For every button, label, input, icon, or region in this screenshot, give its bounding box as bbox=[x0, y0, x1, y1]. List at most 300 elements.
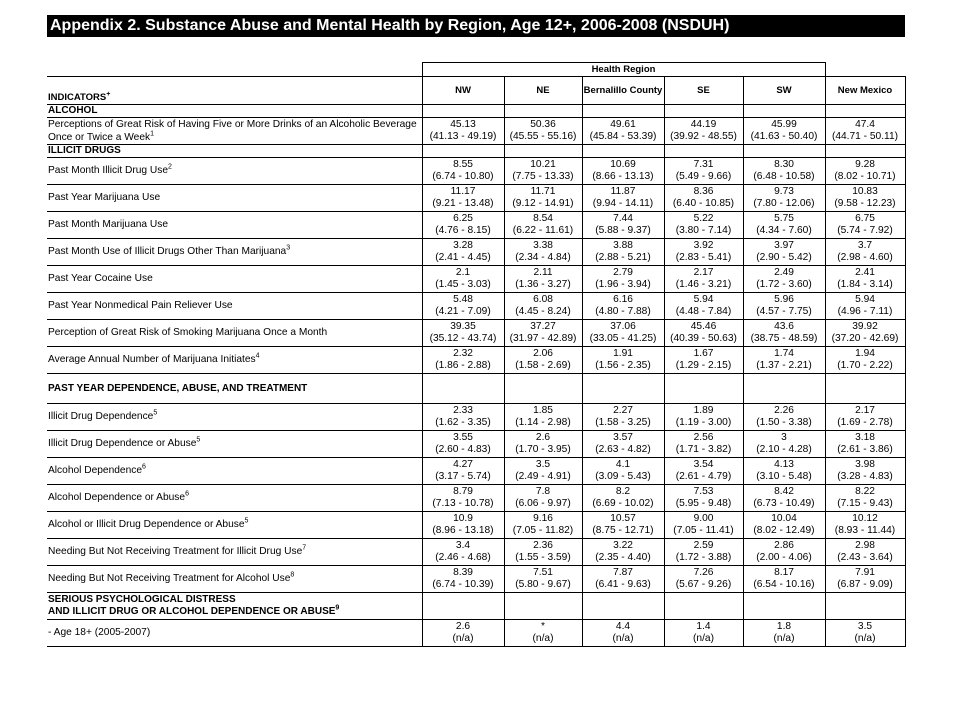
confidence-interval: (3.28 - 4.83) bbox=[837, 471, 893, 482]
estimate-value: 3.97 bbox=[774, 240, 794, 251]
cell-ne bbox=[504, 404, 582, 431]
estimate-value: 9.00 bbox=[693, 513, 714, 524]
row-label bbox=[47, 320, 422, 347]
estimate-value: 10.57 bbox=[610, 513, 636, 524]
cell-new-mexico bbox=[825, 539, 905, 566]
confidence-interval: (1.62 - 3.35) bbox=[435, 417, 491, 428]
confidence-interval: (4.57 - 7.75) bbox=[756, 306, 812, 317]
estimate-value: 1.91 bbox=[613, 348, 633, 359]
row-label-text: Alcohol or Illicit Drug Dependence or Abuse bbox=[48, 519, 245, 530]
row-label-text: Perception of Great Risk of Smoking Marijuana Once a Month bbox=[48, 327, 328, 338]
estimate-value: 10.21 bbox=[530, 159, 556, 170]
cell-se bbox=[664, 118, 743, 145]
estimate-value: 47.4 bbox=[855, 119, 875, 130]
cell-ne bbox=[504, 431, 582, 458]
row-label bbox=[47, 239, 422, 266]
confidence-interval: (3.80 - 7.14) bbox=[675, 225, 732, 236]
row-label bbox=[47, 485, 422, 512]
confidence-interval: (1.19 - 3.00) bbox=[675, 417, 732, 428]
confidence-interval: (6.22 - 11.61) bbox=[512, 225, 574, 236]
estimate-value: 1.4 bbox=[696, 621, 711, 632]
estimate-value: 2.6 bbox=[455, 621, 471, 632]
estimate-value: 2.32 bbox=[453, 348, 473, 359]
estimate-value: 10.12 bbox=[852, 513, 878, 524]
section-alcohol bbox=[47, 105, 905, 118]
confidence-interval: (33.05 - 41.25) bbox=[589, 333, 657, 344]
estimate-value: 6.16 bbox=[613, 294, 633, 305]
cell-se bbox=[664, 404, 743, 431]
table-row bbox=[47, 404, 905, 431]
confidence-interval: (2.88 - 5.21) bbox=[595, 252, 651, 263]
cell-nw bbox=[422, 185, 504, 212]
confidence-interval: (1.71 - 3.82) bbox=[675, 444, 732, 455]
cell-nw bbox=[422, 118, 504, 145]
estimate-value: 7.8 bbox=[535, 486, 551, 497]
row-label-text: Alcohol Dependence bbox=[48, 465, 143, 476]
confidence-interval: (3.17 - 5.74) bbox=[435, 471, 491, 482]
table-row bbox=[47, 431, 905, 458]
confidence-interval: (1.55 - 3.59) bbox=[515, 552, 571, 563]
footnote-marker: 8 bbox=[290, 571, 295, 579]
confidence-interval: (1.72 - 3.88) bbox=[675, 552, 732, 563]
confidence-interval: (39.92 - 48.55) bbox=[670, 131, 737, 142]
confidence-interval: (5.67 - 9.26) bbox=[675, 579, 732, 590]
table-row bbox=[47, 620, 905, 647]
confidence-interval: (5.95 - 9.48) bbox=[675, 498, 732, 509]
table-row bbox=[47, 566, 905, 593]
cell-se bbox=[664, 620, 743, 647]
estimate-value: 8.22 bbox=[855, 486, 875, 497]
section-dependence-label: PAST YEAR DEPENDENCE, ABUSE, AND TREATMENT bbox=[47, 374, 422, 404]
estimate-value: 7.53 bbox=[693, 486, 714, 497]
cell-sw bbox=[743, 620, 825, 647]
estimate-value: 2.56 bbox=[693, 432, 714, 443]
confidence-interval: (2.35 - 4.40) bbox=[595, 552, 651, 563]
estimate-value: 2.49 bbox=[774, 267, 794, 278]
row-label bbox=[47, 266, 422, 293]
estimate-value: 8.17 bbox=[774, 567, 794, 578]
confidence-interval: (3.09 - 5.43) bbox=[595, 471, 651, 482]
cell-bernalillo bbox=[582, 118, 664, 145]
estimate-value: 5.96 bbox=[774, 294, 794, 305]
confidence-interval: (2.46 - 4.68) bbox=[435, 552, 491, 563]
table-row bbox=[47, 485, 905, 512]
row-label-text: Past Year Marijuana Use bbox=[48, 192, 161, 203]
estimate-value: 5.75 bbox=[774, 213, 794, 224]
row-label bbox=[47, 431, 422, 458]
confidence-interval: (2.00 - 4.06) bbox=[756, 552, 812, 563]
indicators-sup: + bbox=[106, 90, 111, 98]
indicators-label: INDICATORS bbox=[48, 92, 107, 103]
cell-nw bbox=[422, 485, 504, 512]
cell-sw bbox=[743, 512, 825, 539]
confidence-interval: (7.05 - 11.82) bbox=[512, 525, 574, 536]
estimate-value: 9.28 bbox=[855, 159, 875, 170]
confidence-interval: (2.41 - 4.45) bbox=[435, 252, 491, 263]
confidence-interval: (1.86 - 2.88) bbox=[435, 360, 491, 371]
confidence-interval: (1.69 - 2.78) bbox=[837, 417, 893, 428]
data-table bbox=[47, 62, 906, 647]
estimate-value: 3.5 bbox=[857, 621, 873, 632]
cell-bernalillo bbox=[582, 212, 664, 239]
section-alcohol-label: ALCOHOL bbox=[47, 105, 422, 118]
confidence-interval: (8.96 - 13.18) bbox=[432, 525, 494, 536]
cell-se bbox=[664, 458, 743, 485]
estimate-value: 2.86 bbox=[774, 540, 794, 551]
cell-nw bbox=[422, 347, 504, 374]
confidence-interval: (9.58 - 12.23) bbox=[834, 198, 896, 209]
estimate-value: 10.04 bbox=[771, 513, 797, 524]
row-label bbox=[47, 293, 422, 320]
cell-se bbox=[664, 485, 743, 512]
cell-ne bbox=[504, 185, 582, 212]
estimate-value: 45.99 bbox=[771, 119, 797, 130]
cell-ne bbox=[504, 620, 582, 647]
section-spd-line2-text: AND ILLICIT DRUG OR ALCOHOL DEPENDENCE OR ABUSE bbox=[48, 606, 336, 617]
estimate-value: 1.8 bbox=[776, 621, 792, 632]
confidence-interval: (41.63 - 50.40) bbox=[750, 131, 818, 142]
cell-ne bbox=[504, 293, 582, 320]
estimate-value: 2.11 bbox=[533, 267, 553, 278]
section-illicit-drugs bbox=[47, 145, 905, 158]
estimate-value: 3.28 bbox=[453, 240, 473, 251]
confidence-interval: (n/a) bbox=[693, 633, 714, 644]
estimate-value: 1.89 bbox=[693, 405, 714, 416]
estimate-value: 1.67 bbox=[693, 348, 714, 359]
row-label bbox=[47, 404, 422, 431]
estimate-value: 5.94 bbox=[855, 294, 875, 305]
confidence-interval: (9.94 - 14.11) bbox=[592, 198, 654, 209]
cell-se bbox=[664, 320, 743, 347]
confidence-interval: (2.60 - 4.83) bbox=[435, 444, 491, 455]
cell-se bbox=[664, 266, 743, 293]
estimate-value: 3.4 bbox=[455, 540, 471, 551]
estimate-value: 2.26 bbox=[774, 405, 794, 416]
row-label-text: Illicit Drug Dependence bbox=[48, 411, 154, 422]
estimate-value: 8.54 bbox=[533, 213, 553, 224]
table-row bbox=[47, 185, 905, 212]
cell-new-mexico bbox=[825, 158, 905, 185]
row-label-text: Average Annual Number of Marijuana Initiates bbox=[48, 354, 256, 365]
estimate-value: 43.6 bbox=[774, 321, 794, 332]
estimate-value: 5.22 bbox=[693, 213, 714, 224]
cell-nw bbox=[422, 539, 504, 566]
cell-new-mexico bbox=[825, 512, 905, 539]
confidence-interval: (1.37 - 2.21) bbox=[756, 360, 812, 371]
estimate-value: 4.1 bbox=[615, 459, 631, 470]
cell-nw bbox=[422, 293, 504, 320]
table-row bbox=[47, 118, 905, 145]
estimate-value: 39.35 bbox=[450, 321, 476, 332]
confidence-interval: (45.55 - 55.16) bbox=[509, 131, 577, 142]
estimate-value: 3.38 bbox=[533, 240, 553, 251]
cell-new-mexico bbox=[825, 485, 905, 512]
estimate-value: 3.22 bbox=[613, 540, 633, 551]
cell-sw bbox=[743, 239, 825, 266]
confidence-interval: (n/a) bbox=[854, 633, 876, 644]
footnote-marker: 2 bbox=[168, 163, 172, 171]
cell-sw bbox=[743, 404, 825, 431]
confidence-interval: (6.54 - 10.16) bbox=[753, 579, 815, 590]
confidence-interval: (2.63 - 4.82) bbox=[595, 444, 651, 455]
estimate-value: 11.17 bbox=[450, 186, 476, 197]
cell-nw bbox=[422, 212, 504, 239]
cell-bernalillo bbox=[582, 512, 664, 539]
cell-ne bbox=[504, 320, 582, 347]
estimate-value: 11.87 bbox=[610, 186, 636, 197]
confidence-interval: (6.48 - 10.58) bbox=[753, 171, 815, 182]
confidence-interval: (1.36 - 3.27) bbox=[515, 279, 571, 290]
confidence-interval: (1.70 - 2.22) bbox=[837, 360, 893, 371]
confidence-interval: (6.41 - 9.63) bbox=[595, 579, 651, 590]
estimate-value: 39.92 bbox=[852, 321, 878, 332]
row-label bbox=[47, 539, 422, 566]
cell-new-mexico bbox=[825, 266, 905, 293]
row-label bbox=[47, 118, 422, 145]
cell-sw bbox=[743, 212, 825, 239]
confidence-interval: (1.56 - 2.35) bbox=[595, 360, 651, 371]
cell-bernalillo bbox=[582, 347, 664, 374]
cell-sw bbox=[743, 320, 825, 347]
estimate-value: 10.69 bbox=[610, 159, 636, 170]
cell-nw bbox=[422, 320, 504, 347]
footnote-marker: 1 bbox=[150, 130, 155, 138]
estimate-value: 2.36 bbox=[533, 540, 553, 551]
cell-bernalillo bbox=[582, 266, 664, 293]
confidence-interval: (2.10 - 4.28) bbox=[756, 444, 812, 455]
cell-sw bbox=[743, 185, 825, 212]
confidence-interval: (4.80 - 7.88) bbox=[595, 306, 651, 317]
confidence-interval: (2.98 - 4.60) bbox=[837, 252, 893, 263]
cell-se bbox=[664, 566, 743, 593]
column-header-new-mexico: New Mexico bbox=[825, 77, 905, 105]
cell-sw bbox=[743, 266, 825, 293]
footnote-marker: 3 bbox=[286, 244, 291, 252]
estimate-value: 10.9 bbox=[453, 513, 473, 524]
cell-bernalillo bbox=[582, 539, 664, 566]
page-title: Appendix 2. Substance Abuse and Mental Health by Region, Age 12+, 2006-2008 (NSDUH) bbox=[47, 15, 905, 37]
estimate-value: 3.18 bbox=[855, 432, 875, 443]
row-label bbox=[47, 158, 422, 185]
estimate-value: 49.61 bbox=[610, 119, 636, 130]
estimate-value: 3.7 bbox=[857, 240, 873, 251]
cell-ne bbox=[504, 512, 582, 539]
estimate-value: 9.16 bbox=[533, 513, 553, 524]
row-label bbox=[47, 566, 422, 593]
estimate-value: 4.13 bbox=[774, 459, 794, 470]
confidence-interval: (1.72 - 3.60) bbox=[756, 279, 812, 290]
estimate-value: 7.51 bbox=[533, 567, 553, 578]
confidence-interval: (41.13 - 49.19) bbox=[429, 131, 497, 142]
column-header-se: SE bbox=[664, 77, 743, 105]
table-row bbox=[47, 212, 905, 239]
cell-sw bbox=[743, 158, 825, 185]
row-label bbox=[47, 458, 422, 485]
cell-se bbox=[664, 347, 743, 374]
estimate-value: 2.1 bbox=[455, 267, 471, 278]
estimate-value: 7.26 bbox=[693, 567, 714, 578]
confidence-interval: (1.46 - 3.21) bbox=[675, 279, 732, 290]
confidence-interval: (7.13 - 10.78) bbox=[432, 498, 494, 509]
confidence-interval: (n/a) bbox=[532, 633, 554, 644]
cell-ne bbox=[504, 158, 582, 185]
cell-bernalillo bbox=[582, 620, 664, 647]
row-label bbox=[47, 212, 422, 239]
cell-nw bbox=[422, 431, 504, 458]
estimate-value: 3.98 bbox=[855, 459, 875, 470]
estimate-value: 3.57 bbox=[613, 432, 633, 443]
cell-ne bbox=[504, 458, 582, 485]
row-label-text: Needing But Not Receiving Treatment for Alcohol Use bbox=[48, 573, 291, 584]
row-label-text: Past Year Nonmedical Pain Reliever Use bbox=[48, 300, 233, 311]
cell-ne bbox=[504, 266, 582, 293]
confidence-interval: (6.87 - 9.09) bbox=[837, 579, 893, 590]
confidence-interval: (7.15 - 9.43) bbox=[837, 498, 893, 509]
cell-bernalillo bbox=[582, 158, 664, 185]
confidence-interval: (8.02 - 12.49) bbox=[753, 525, 815, 536]
cell-ne bbox=[504, 347, 582, 374]
estimate-value: 7.44 bbox=[613, 213, 633, 224]
table-body bbox=[47, 63, 905, 647]
cell-ne bbox=[504, 485, 582, 512]
cell-se bbox=[664, 431, 743, 458]
estimate-value: 8.55 bbox=[453, 159, 473, 170]
cell-ne bbox=[504, 212, 582, 239]
cell-bernalillo bbox=[582, 185, 664, 212]
header-row-columns bbox=[47, 77, 905, 105]
row-label-text: Past Month Use of Illicit Drugs Other Than Marijuana bbox=[48, 246, 287, 257]
cell-nw bbox=[422, 566, 504, 593]
estimate-value: 3 bbox=[781, 432, 787, 443]
column-header-nw: NW bbox=[422, 77, 504, 105]
estimate-value: 8.30 bbox=[774, 159, 794, 170]
estimate-value: 1.94 bbox=[855, 348, 875, 359]
confidence-interval: (5.88 - 9.37) bbox=[595, 225, 651, 236]
estimate-value: 3.55 bbox=[453, 432, 473, 443]
confidence-interval: (2.61 - 4.79) bbox=[675, 471, 732, 482]
confidence-interval: (1.96 - 3.94) bbox=[595, 279, 651, 290]
cell-sw bbox=[743, 566, 825, 593]
confidence-interval: (5.80 - 9.67) bbox=[515, 579, 571, 590]
confidence-interval: (44.71 - 50.11) bbox=[831, 131, 899, 142]
confidence-interval: (7.75 - 13.33) bbox=[512, 171, 574, 182]
estimate-value: 3.92 bbox=[693, 240, 714, 251]
cell-new-mexico bbox=[825, 620, 905, 647]
estimate-value: 6.75 bbox=[855, 213, 875, 224]
confidence-interval: (1.50 - 3.38) bbox=[756, 417, 812, 428]
footnote-marker: 9 bbox=[335, 604, 340, 612]
confidence-interval: (8.02 - 10.71) bbox=[834, 171, 896, 182]
confidence-interval: (2.34 - 4.84) bbox=[515, 252, 571, 263]
cell-ne bbox=[504, 539, 582, 566]
confidence-interval: (n/a) bbox=[773, 633, 795, 644]
cell-bernalillo bbox=[582, 566, 664, 593]
estimate-value: 44.19 bbox=[690, 119, 717, 130]
confidence-interval: (2.90 - 5.42) bbox=[756, 252, 812, 263]
estimate-value: 2.33 bbox=[453, 405, 473, 416]
footnote-marker: 6 bbox=[185, 490, 189, 498]
cell-nw bbox=[422, 404, 504, 431]
confidence-interval: (45.84 - 53.39) bbox=[589, 131, 657, 142]
row-label-text: Past Year Cocaine Use bbox=[48, 273, 153, 284]
estimate-value: 2.27 bbox=[613, 405, 633, 416]
estimate-value: 8.39 bbox=[453, 567, 473, 578]
confidence-interval: (4.34 - 7.60) bbox=[756, 225, 812, 236]
table-row bbox=[47, 239, 905, 266]
cell-bernalillo bbox=[582, 239, 664, 266]
cell-ne bbox=[504, 118, 582, 145]
estimate-value: 4.4 bbox=[615, 621, 631, 632]
confidence-interval: (1.14 - 2.98) bbox=[515, 417, 571, 428]
estimate-value: 37.27 bbox=[530, 321, 556, 332]
cell-nw bbox=[422, 458, 504, 485]
estimate-value: 5.48 bbox=[453, 294, 473, 305]
cell-new-mexico bbox=[825, 458, 905, 485]
confidence-interval: (1.45 - 3.03) bbox=[435, 279, 491, 290]
cell-new-mexico bbox=[825, 293, 905, 320]
estimate-value: 6.25 bbox=[453, 213, 473, 224]
confidence-interval: (6.74 - 10.80) bbox=[432, 171, 494, 182]
confidence-interval: (1.29 - 2.15) bbox=[675, 360, 732, 371]
indicators-header bbox=[47, 77, 422, 105]
cell-new-mexico bbox=[825, 431, 905, 458]
footnote-marker: 5 bbox=[196, 436, 201, 444]
estimate-value: * bbox=[541, 621, 545, 632]
cell-new-mexico bbox=[825, 118, 905, 145]
confidence-interval: (4.96 - 7.11) bbox=[837, 306, 893, 317]
estimate-value: 50.36 bbox=[530, 119, 556, 130]
confidence-interval: (5.49 - 9.66) bbox=[675, 171, 732, 182]
confidence-interval: (1.58 - 3.25) bbox=[595, 417, 651, 428]
confidence-interval: (6.74 - 10.39) bbox=[432, 579, 494, 590]
cell-sw bbox=[743, 293, 825, 320]
estimate-value: 5.94 bbox=[693, 294, 714, 305]
section-spd bbox=[47, 593, 905, 620]
estimate-value: 10.83 bbox=[852, 186, 878, 197]
estimate-value: 3.5 bbox=[535, 459, 551, 470]
confidence-interval: (8.75 - 12.71) bbox=[592, 525, 654, 536]
confidence-interval: (1.84 - 3.14) bbox=[837, 279, 893, 290]
confidence-interval: (2.61 - 3.86) bbox=[837, 444, 893, 455]
estimate-value: 2.41 bbox=[855, 267, 875, 278]
table-row bbox=[47, 266, 905, 293]
cell-se bbox=[664, 212, 743, 239]
cell-sw bbox=[743, 431, 825, 458]
row-label-text: Perceptions of Great Risk of Having Five or More Drinks of an Alcoholic Beverage Once or Twice a Week bbox=[48, 119, 417, 143]
column-header-ne: NE bbox=[504, 77, 582, 105]
cell-se bbox=[664, 158, 743, 185]
column-header-sw: SW bbox=[743, 77, 825, 105]
estimate-value: 8.36 bbox=[693, 186, 714, 197]
footnote-marker: 4 bbox=[255, 352, 260, 360]
row-label-text: Illicit Drug Dependence or Abuse bbox=[48, 438, 197, 449]
estimate-value: 37.06 bbox=[610, 321, 636, 332]
estimate-value: 8.42 bbox=[774, 486, 794, 497]
confidence-interval: (1.58 - 2.69) bbox=[515, 360, 571, 371]
estimate-value: 45.13 bbox=[450, 119, 476, 130]
cell-nw bbox=[422, 158, 504, 185]
row-label bbox=[47, 620, 422, 647]
table-row bbox=[47, 320, 905, 347]
confidence-interval: (4.45 - 8.24) bbox=[515, 306, 571, 317]
footnote-marker: 5 bbox=[244, 517, 249, 525]
estimate-value: 1.85 bbox=[533, 405, 553, 416]
estimate-value: 7.31 bbox=[693, 159, 714, 170]
cell-bernalillo bbox=[582, 431, 664, 458]
cell-new-mexico bbox=[825, 239, 905, 266]
row-label bbox=[47, 185, 422, 212]
confidence-interval: (4.76 - 8.15) bbox=[435, 225, 491, 236]
